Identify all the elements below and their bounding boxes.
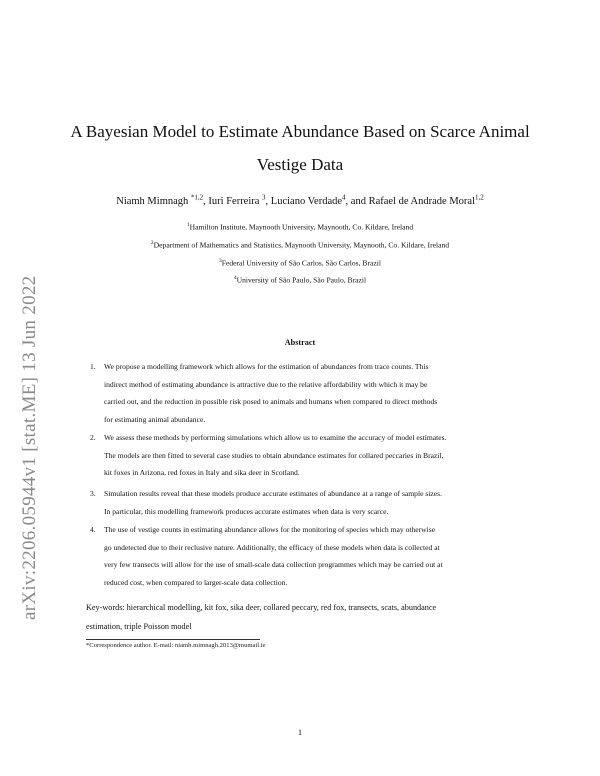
keywords bbox=[86, 598, 522, 636]
item-number: 1. bbox=[90, 362, 96, 371]
item-line: kit foxes in Arizona, red foxes in Italy and sika deer in Scotland. bbox=[104, 468, 300, 478]
affiliation-3: $^3$Federal University of São Carlos, São Carlos, Brazil bbox=[219, 258, 381, 268]
item-line: The models are then fitted to several case studies to obtain abundance estimates for collared peccaries in Brazil, bbox=[104, 450, 444, 460]
item-line: The use of vestige counts in estimating abundance allows for the monitoring of species which may otherwise bbox=[104, 525, 436, 534]
item-line: carried out, and the reduction in possible risk posed to animals and humans when compared to direct methods bbox=[104, 397, 438, 407]
affiliation-1: $^1$Hamilton Institute, Maynooth University, Maynooth, Co. Kildare, Ireland bbox=[186, 222, 414, 232]
item-line: for estimating animal abundance. bbox=[104, 414, 206, 424]
arxiv-stamp: arXiv:2206.05944v1 [stat.ME] 13 Jun 2022 bbox=[19, 275, 40, 620]
item-line: Simulation results reveal that these models produce accurate estimates of abundance at a range of sample sizes. bbox=[104, 489, 443, 498]
abstract-item-4 bbox=[90, 521, 504, 591]
item-line: In particular, this modelling framework produces accurate estimates when data is very scarce. bbox=[104, 506, 389, 516]
author-list bbox=[60, 193, 540, 207]
item-number: 4. bbox=[90, 525, 96, 534]
item-line: We propose a modelling framework which allows for the estimation of abundances from trace counts. This bbox=[104, 362, 429, 371]
author-1: Niamh Mimnagh $^{*1,2}$, bbox=[116, 193, 209, 207]
abstract-item-3 bbox=[90, 485, 504, 520]
item-number: 3. bbox=[90, 489, 96, 498]
item-line: go undetected due to their reclusive nature. Additionally, the efficacy of these models when data is collected at bbox=[104, 542, 440, 552]
abstract-item-1 bbox=[90, 358, 504, 428]
item-line: indirect method of estimating abundance is attractive due to the relative affordability with which it may be bbox=[104, 379, 428, 389]
page-number: 1 bbox=[297, 727, 303, 737]
author-3: Luciano Verdade$^4$, and bbox=[270, 193, 369, 207]
footnote-correspondence: *Correspondence author. E-mail: niamh.mimnagh.2013@mumail.ie bbox=[86, 642, 266, 649]
item-line: very few transects will allow for the use of small-scale data collection programmes which may be carried out at bbox=[104, 560, 443, 570]
author-2: Iuri Ferreira $^3$, bbox=[208, 193, 271, 207]
affiliation-4: $^4$University of São Paulo, São Paulo, Brazil bbox=[233, 275, 367, 285]
item-line: reduced cost, when compared to larger-scale data collection. bbox=[104, 577, 288, 587]
author-4: Rafael de Andrade Moral$^{1,2}$ bbox=[368, 193, 484, 207]
keywords-line-1: Key-words: hierarchical modelling, kit fox, sika deer, collared peccary, red fox, transects, scats, abundance bbox=[86, 603, 437, 612]
item-number: 2. bbox=[90, 433, 96, 442]
item-line: We assess these methods by performing simulations which allow us to examine the accuracy of model estimates. bbox=[104, 433, 447, 442]
abstract-item-2 bbox=[90, 429, 504, 482]
affiliation-2: $^2$Department of Mathematics and Statistics, Maynooth University, Maynooth, Co. Kildare, Ireland bbox=[150, 240, 450, 250]
abstract-heading: Abstract bbox=[284, 338, 316, 347]
paper-title-line-2: Vestige Data bbox=[256, 155, 344, 174]
paper-title-line-1: A Bayesian Model to Estimate Abundance Based on Scarce Animal bbox=[70, 122, 530, 141]
footnote-rule bbox=[86, 639, 260, 640]
keywords-line-2: estimation, triple Poisson model bbox=[86, 622, 192, 631]
